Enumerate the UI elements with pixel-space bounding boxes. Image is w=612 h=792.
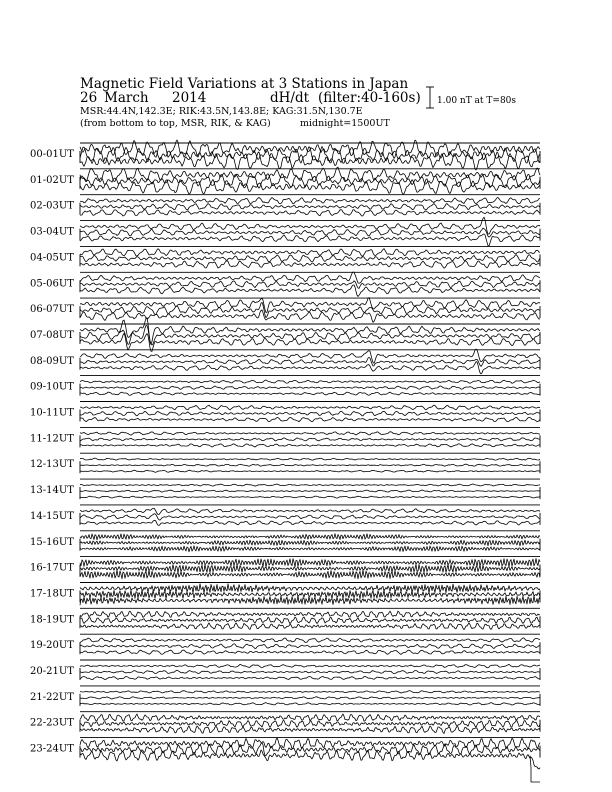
trace-rik: [80, 644, 540, 649]
date-year: 2014: [172, 90, 207, 106]
trace-kag: [80, 534, 540, 540]
stations-line: MSR:44.4N,142.3E; RIK:43.5N,143.8E; KAG:31.5N,130.7E: [80, 106, 363, 117]
trace-kag: [80, 738, 540, 749]
trace-msr: [80, 570, 540, 579]
trace-kag: [80, 559, 540, 567]
hour-label: 06-07UT: [30, 304, 74, 316]
hour-row: [30, 402, 540, 422]
hour-row: [30, 140, 540, 170]
hour-label: 14-15UT: [30, 510, 74, 522]
trace-kag: [80, 611, 540, 617]
hour-row: [30, 712, 540, 734]
hour-row: [30, 453, 540, 473]
hour-row: [30, 246, 540, 268]
trace-rik: [80, 255, 540, 262]
trace-rik: [80, 302, 540, 317]
trace-kag: [80, 458, 540, 460]
order-line: (from bottom to top, MSR, RIK, & KAG): [80, 118, 271, 129]
trace-kag: [80, 691, 540, 693]
trace-msr: [80, 546, 540, 552]
hour-label: 23-24UT: [30, 743, 74, 755]
hour-row: [30, 349, 540, 374]
trace-msr: [80, 703, 540, 706]
hour-label: 00-01UT: [30, 149, 74, 160]
trace-rik: [80, 147, 540, 164]
trace-rik: [80, 697, 540, 699]
trace-rik: [80, 590, 540, 599]
trace-msr: [80, 310, 540, 322]
trace-kag: [80, 249, 540, 257]
hour-row: [30, 634, 540, 654]
trace-msr: [80, 496, 540, 498]
hour-label: 05-06UT: [30, 278, 74, 290]
hour-row: [30, 557, 540, 579]
hour-label: 17-18UT: [30, 588, 74, 600]
hour-row: [30, 272, 540, 297]
hour-row: [30, 318, 540, 352]
hour-label: 13-14UT: [30, 485, 74, 497]
trace-msr: [80, 261, 540, 268]
trace-kag: [80, 380, 540, 383]
trace-kag: [80, 508, 540, 514]
hour-row: [30, 686, 540, 706]
hour-label: 09-10UT: [30, 381, 74, 393]
trace-kag: [80, 405, 540, 410]
trace-rik: [80, 617, 540, 624]
hour-label: 22-23UT: [30, 717, 74, 729]
hour-row: [30, 427, 540, 447]
trace-kag: [80, 638, 540, 643]
trace-msr: [80, 470, 540, 472]
quantity-label: dH/dt: [270, 90, 310, 106]
trace-rik: [80, 228, 540, 237]
hour-row: [30, 298, 540, 323]
midnight-note: midnight=1500UT: [300, 118, 390, 129]
trace-msr: [80, 676, 540, 679]
trace-kag: [80, 432, 540, 435]
trace-msr: [80, 417, 540, 421]
hour-label: 20-21UT: [30, 666, 74, 677]
trace-msr: [80, 520, 540, 525]
hour-label: 15-16UT: [30, 536, 74, 548]
hour-label: 11-12UT: [30, 433, 74, 445]
scale-bar: [426, 87, 516, 108]
hour-label: 08-09UT: [30, 355, 74, 367]
hour-label: 19-20UT: [30, 640, 74, 652]
hour-label: 16-17UT: [30, 562, 74, 574]
trace-kag: [80, 484, 540, 486]
hour-row: [30, 167, 540, 194]
trace-msr: [80, 444, 540, 447]
trace-msr: [80, 179, 540, 194]
hour-label: 21-22UT: [30, 691, 74, 703]
hour-label: 03-04UT: [30, 226, 74, 238]
hour-row: [30, 531, 540, 552]
filter-label: (filter:40-160s): [318, 90, 421, 106]
trace-msr: [80, 623, 540, 630]
trace-msr: [80, 392, 540, 395]
trace-rik: [80, 357, 540, 366]
hour-row: [30, 608, 540, 629]
hour-row: [30, 376, 540, 396]
scale-bar-label: 1.00 nT at T=80s: [437, 96, 517, 106]
trace-msr: [80, 650, 540, 654]
trace-msr: [80, 234, 540, 246]
trace-msr: [80, 152, 540, 170]
date-day: 26: [80, 90, 98, 106]
trace-msr: [80, 726, 540, 734]
trace-rik: [80, 721, 540, 728]
trace-rik: [80, 204, 540, 210]
trace-rik: [80, 670, 540, 673]
trace-kag: [80, 198, 540, 204]
hour-label: 18-19UT: [30, 614, 74, 626]
trace-msr: [80, 362, 540, 374]
hour-label: 07-08UT: [30, 330, 74, 341]
trace-rik: [80, 514, 540, 520]
hour-row: [30, 738, 540, 769]
hour-label: 04-05UT: [30, 252, 74, 264]
hour-label: 12-13UT: [30, 459, 74, 471]
hour-label: 02-03UT: [30, 200, 74, 212]
hour-row: [30, 217, 540, 246]
hour-row: [30, 583, 540, 606]
trace-rik: [80, 386, 540, 389]
trace-msr: [80, 285, 540, 297]
trace-rik: [80, 464, 540, 466]
trace-rik: [80, 540, 540, 546]
trace-msr: [80, 750, 540, 769]
hour-row: [30, 505, 540, 526]
trace-kag: [80, 664, 540, 667]
hour-row: [30, 479, 540, 499]
trace-rik: [80, 281, 540, 289]
hour-label: 10-11UT: [30, 407, 74, 419]
trace-rik: [80, 490, 540, 492]
chart-title: Magnetic Field Variations at 3 Stations in Japan: [80, 76, 409, 92]
hour-rows: [30, 140, 540, 782]
trace-msr: [80, 210, 540, 217]
hour-label: 01-02UT: [30, 174, 74, 186]
hour-row: [30, 660, 540, 680]
trace-rik: [80, 438, 540, 441]
hour-row: [30, 195, 540, 216]
trace-kag: [80, 584, 540, 593]
trace-kag: [80, 714, 540, 721]
date-month: March: [104, 90, 149, 106]
trace-rik: [80, 411, 540, 416]
